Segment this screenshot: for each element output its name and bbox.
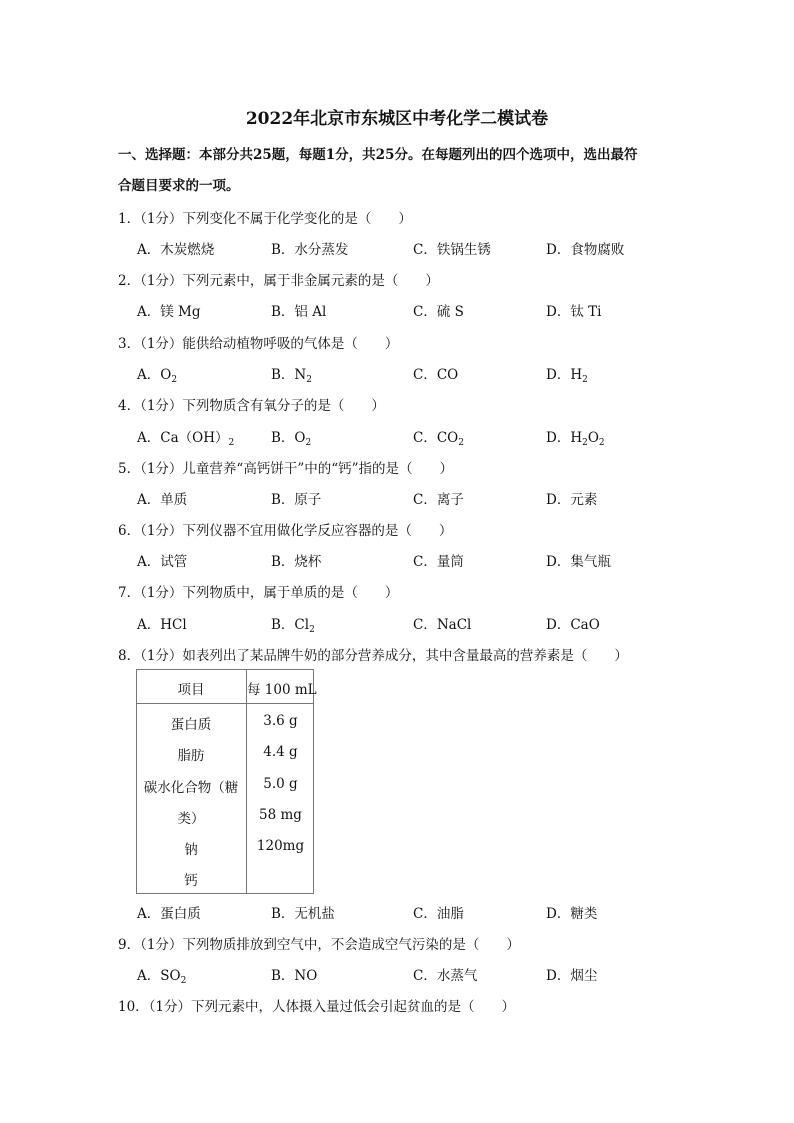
table-cell: 4.4 g [263, 744, 298, 760]
option-d: D．$H_2O_2$ [546, 430, 605, 448]
question-2: 2．（1分）下列元素中，属于非金属元素的是（ ） [118, 273, 439, 289]
option-b: B．$Cl_2$ [271, 617, 315, 635]
option-d: D．烟尘 [546, 968, 598, 984]
option-c: C．油脂 [413, 906, 464, 922]
option-b: B．$N_2$ [271, 367, 312, 385]
table-cell: 脂肪 [177, 748, 205, 764]
option-a: A．试管 [137, 554, 188, 570]
option-d: D．钛 Ti [546, 304, 602, 320]
option-a: A．HCl [137, 617, 187, 633]
option-a: A．$SO_2$ [137, 968, 187, 986]
option-b: B．烧杯 [271, 554, 322, 570]
option-b: B．原子 [271, 492, 322, 508]
question-2-options [137, 300, 697, 320]
option-a: A．$Ca(OH)_2$ [137, 430, 235, 448]
table-cell: 58 mg [259, 807, 302, 823]
question-8: 8．（1分）如表列出了某品牌牛奶的部分营养成分，其中含量最高的营养素是（ ） [118, 648, 628, 664]
option-d: D．$H_2$ [546, 367, 588, 385]
question-10: 10．（1分）下列元素中，人体摄入量过低会引起贫血的是（ ） [118, 999, 516, 1015]
question-6: 6．（1分）下列仪器不宜用做化学反应容器的是（ ） [118, 523, 453, 539]
option-c: C．CO [413, 367, 459, 383]
section-heading [118, 140, 688, 202]
table-cell: 碳水化合物（糖 [143, 780, 239, 796]
question-3-options [137, 363, 697, 383]
table-header-per-100ml: 每 100 mL [247, 682, 317, 698]
table-cell: 120mg [256, 838, 305, 854]
question-1-options [137, 238, 697, 258]
option-b: B．NO [271, 968, 318, 984]
question-7-options [137, 613, 697, 633]
question-5-options [137, 488, 697, 508]
option-c: C．NaCl [413, 617, 472, 633]
table-cell: 钠 [184, 842, 198, 858]
option-b: B．水分蒸发 [271, 242, 349, 258]
table-header-item: 项目 [177, 682, 205, 698]
option-a: A．蛋白质 [137, 906, 201, 922]
option-d: D．糖类 [546, 906, 598, 922]
question-3: 3．（1分）能供给动植物呼吸的气体是（ ） [118, 336, 399, 352]
option-a: A．镁 Mg [137, 304, 201, 320]
option-a: A．木炭燃烧 [137, 242, 215, 258]
question-9-options [137, 964, 697, 984]
section-line-2: 合题目要求的一项。 [118, 178, 240, 194]
table-cell: 5.0 g [263, 776, 298, 792]
question-4-options [137, 426, 697, 446]
question-5: 5．（1分）儿童营养“高钙饼干”中的“钙”指的是（ ） [118, 461, 454, 477]
question-6-options [137, 550, 697, 570]
option-d: D．集气瓶 [546, 554, 611, 570]
question-4: 4．（1分）下列物质含有氧分子的是（ ） [118, 398, 385, 414]
question-7: 7．（1分）下列物质中，属于单质的是（ ） [118, 585, 399, 601]
option-b: B．无机盐 [271, 906, 335, 922]
option-c: C．铁锅生锈 [413, 242, 491, 258]
option-c: C．$CO_2$ [413, 430, 464, 448]
option-b: B．铝 Al [271, 304, 327, 320]
option-c: C．量筒 [413, 554, 464, 570]
option-c: C．离子 [413, 492, 464, 508]
option-d: D．CaO [546, 617, 600, 633]
section-line-1: 一、选择题：本部分共25题，每题1分，共25分。在每题列出的四个选项中，选出最符 [118, 147, 638, 163]
table-cell: 类） [177, 811, 205, 827]
option-d: D．食物腐败 [546, 242, 625, 258]
option-d: D．元素 [546, 492, 598, 508]
table-cell: 钙 [184, 873, 198, 889]
question-9: 9．（1分）下列物质排放到空气中，不会造成空气污染的是（ ） [118, 937, 520, 953]
table-cell: 3.6 g [263, 713, 298, 729]
option-c: C．硫 S [413, 304, 464, 320]
page-title: 2022年北京市东城区中考化学二模试卷 [245, 109, 549, 129]
option-a: A．单质 [137, 492, 188, 508]
option-c: C．水蒸气 [413, 968, 478, 984]
table-divider [137, 703, 313, 704]
question-8-options [137, 902, 697, 922]
question-1: 1．（1分）下列变化不属于化学变化的是（ ） [118, 211, 412, 227]
option-a: A．$O_2$ [137, 367, 178, 385]
nutrition-table [136, 669, 317, 894]
table-cell: 蛋白质 [170, 717, 212, 733]
option-b: B．$O_2$ [271, 430, 312, 448]
